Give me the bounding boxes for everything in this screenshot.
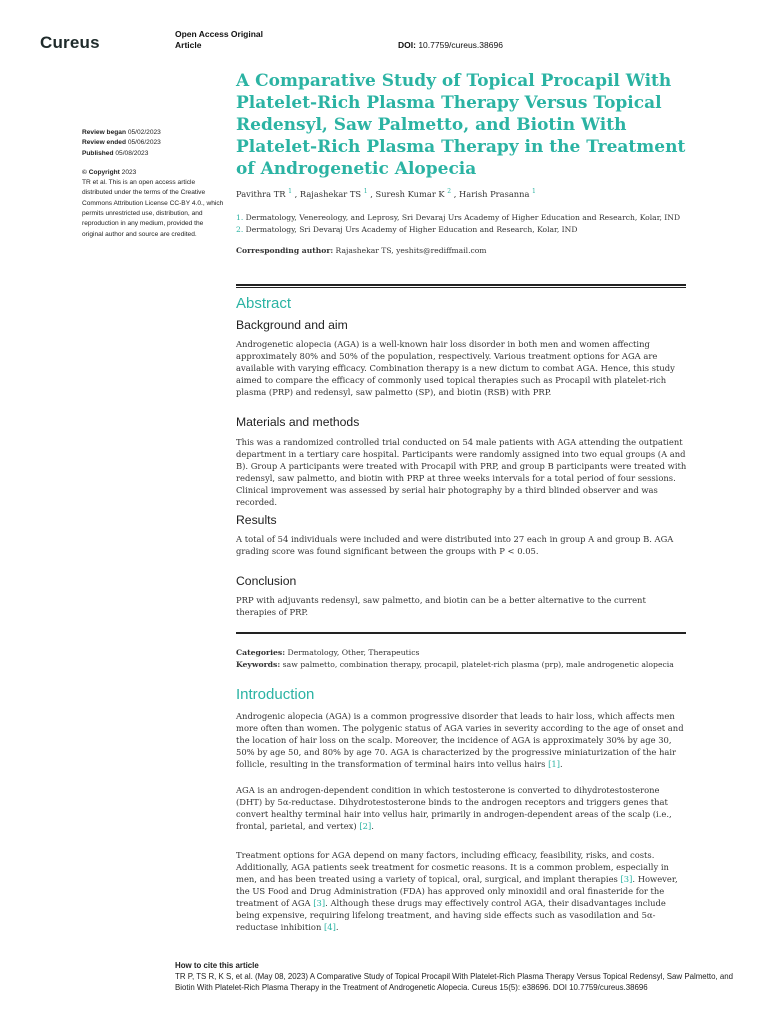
- review-ended-date: 05/06/2023: [127, 139, 161, 147]
- paragraph-text: Treatment options for AGA depend on many factors, including efficacy, feasibility, risks, and costs. Additionally, AGA patients seek treatment for cosmetic reasons. It is a common problem, especially in men, and has been treated using a variety of topical, oral, surgical, and implant therapies: [236, 850, 669, 884]
- published-date: 05/08/2023: [115, 149, 149, 157]
- article-header: [236, 70, 686, 255]
- paragraph-end: .: [335, 922, 339, 932]
- author-affil-sup: 2: [447, 188, 452, 195]
- author-affil-sup: 1: [288, 188, 292, 195]
- abstract-heading: Abstract: [236, 295, 292, 312]
- copyright-label: © Copyright: [82, 168, 120, 176]
- how-to-cite-heading: How to cite this article: [175, 961, 259, 970]
- license-text: TR et al. This is an open access article distributed under the terms of the Creative Commons Attribution License CC-BY 4.0., which permits unrestricted use, distribution, and reproduction in any medium, provided the original author and source are credited.: [82, 179, 224, 238]
- citation-link[interactable]: [3]: [313, 898, 326, 908]
- citation-link[interactable]: [2]: [359, 821, 372, 831]
- citation-link[interactable]: [4]: [324, 922, 336, 932]
- introduction-heading: Introduction: [236, 686, 315, 703]
- paragraph-text: . However, the US Food and Drug Administration (FDA) has approved only minoxidil and oral finasteride for the treatment of AGA: [236, 874, 678, 908]
- author[interactable]: Harish Prasanna: [459, 188, 530, 199]
- doi-value[interactable]: 10.7759/cureus.38696: [418, 40, 503, 50]
- affiliation-number: 1.: [236, 212, 244, 222]
- methods-text: This was a randomized controlled trial conducted on 54 male patients with AGA attending the outpatient department in a tertiary care hospital. Participants were randomly assigned into two equal groups (A and B). Group A participants were treated with Procapil with PRP, and group B participants were treated with redensyl, saw palmetto, and biotin with PRP at three weeks intervals for a total period of four sessions. Clinical improvement was assessed by serial hair photography by a third blinded observer and was recorded.: [236, 437, 687, 507]
- paragraph-end: .: [371, 821, 374, 831]
- section-divider: [236, 632, 686, 634]
- results-heading: Results: [236, 513, 277, 527]
- background-text: Androgenetic alopecia (AGA) is a well-known hair loss disorder in both men and women affecting approximately 80% and 50% of the population, respectively. Various treatment options for AGA are available with varying efficacy. Combination therapy is a new dictum to combat AGA. Hence, this study aimed to compare the efficacy of commonly used topical therapies such as Procapil with platelet-rich plasma (PRP) and redensyl, saw palmetto (SP), and biotin (RSB) with PRP.: [236, 339, 675, 397]
- citation-link[interactable]: [3]: [620, 874, 633, 884]
- how-to-cite: [175, 960, 735, 993]
- intro-paragraph-2: [236, 784, 688, 832]
- citation-link[interactable]: [1]: [548, 759, 560, 769]
- how-to-cite-text: TR P, TS R, K S, et al. (May 08, 2023) A Comparative Study of Topical Procapil With Platelet-Rich Plasma Therapy Versus Topical Redensyl, Saw Palmetto, and Biotin With Platelet-Rich Plasma Therapy in the Treatment of Androgenetic Alopecia. Cureus 15(5): e38696. DOI 10.7759/cureus.38696: [175, 972, 734, 992]
- cureus-logo: Cureus: [40, 33, 100, 52]
- review-ended: [82, 138, 224, 148]
- categories-value[interactable]: Dermatology, Other, Therapeutics: [287, 648, 420, 657]
- author-list: Pavithra TR $^1$ , Rajashekar TS $^1$ , Suresh Kumar K $^2$ , Harish Prasanna $^1$: [236, 188, 536, 199]
- affiliation-text: Dermatology, Sri Devaraj Urs Academy of Higher Education and Research, Kolar, IND: [245, 224, 578, 234]
- corresponding-label: Corresponding author:: [236, 245, 334, 255]
- article-type-line2: Article: [175, 40, 202, 50]
- author[interactable]: Rajashekar TS: [299, 188, 362, 199]
- results-text: A total of 54 individuals were included and were distributed into 27 each in group A and group B. AGA grading score was found significant between the groups with P < 0.05.: [236, 534, 674, 556]
- affiliation-text: Dermatology, Venereology, and Leprosy, Sri Devaraj Urs Academy of Higher Education and Research, Kolar, IND: [245, 212, 681, 222]
- copyright-year: 2023: [121, 168, 137, 176]
- article-meta: [236, 647, 688, 671]
- paragraph-text: AGA is an androgen-dependent condition in which testosterone is converted to dihydrotestosterone (DHT) by 5α-reductase. Dihydrotestosterone binds to the androgen receptors and triggers genes that convert healthy terminal hair into vellus hair, primarily in androgen-dependent areas of the scalp (i.e., frontal, parietal, and vertex): [236, 785, 672, 831]
- corresponding-author: [236, 246, 686, 255]
- background-heading: Background and aim: [236, 318, 348, 332]
- review-began-label: Review began: [82, 129, 126, 136]
- published: [82, 149, 224, 159]
- author-affil-sup: 1: [532, 188, 536, 195]
- affiliation-number: 2.: [236, 224, 244, 234]
- author[interactable]: Pavithra TR: [236, 188, 286, 199]
- review-began-date: 05/02/2023: [127, 129, 161, 136]
- conclusion-heading: Conclusion: [236, 574, 297, 588]
- categories: [236, 647, 688, 659]
- intro-paragraph-1: [236, 710, 688, 770]
- keywords-label: Keywords:: [236, 660, 281, 669]
- paragraph-text: Androgenic alopecia (AGA) is a common progressive disorder that leads to hair loss, which affects men more often than women. The polygenic status of AGA varies in severity according to the age of onset and the location of hair loss on the scalp. Moreover, the incidence of AGA is approximately 30% by age 30, 50% by age 50, and 80% by age 70. AGA is characterized by the progressive miniaturization of the hair follicle, resulting in the transformation of terminal hairs into vellus hairs: [236, 711, 684, 769]
- article-history-sidebar: [82, 128, 224, 240]
- copyright: [82, 168, 224, 178]
- paragraph-end: .: [559, 759, 563, 769]
- author[interactable]: Suresh Kumar K: [375, 188, 445, 199]
- published-label: Published: [82, 149, 114, 157]
- keywords-value: saw palmetto, combination therapy, procapil, platelet-rich plasma (prp), male androgenetic alopecia: [282, 660, 674, 669]
- doi: [398, 40, 503, 50]
- paragraph-text: . Although these drugs may effectively control AGA, their disadvantages include being expensive, requiring lifelong treatment, and having side effects such as vasodilation and 5α-reductase inhibition: [236, 898, 666, 932]
- author-affil-sup: 1: [363, 188, 368, 195]
- corresponding-text[interactable]: Rajashekar TS, yeshits@rediffmail.com: [335, 245, 487, 255]
- methods-heading: Materials and methods: [236, 415, 360, 429]
- categories-label: Categories:: [236, 648, 286, 657]
- doi-label: DOI:: [398, 40, 416, 50]
- review-ended-label: Review ended: [82, 139, 126, 147]
- article-type-line1: Open Access Original: [175, 29, 264, 39]
- intro-paragraph-3: [236, 849, 688, 933]
- keywords: [236, 659, 688, 671]
- conclusion-text: PRP with adjuvants redensyl, saw palmetto, and biotin can be a better alternative to the current therapies of PRP.: [236, 595, 646, 617]
- review-began: [82, 128, 224, 138]
- affiliations: [236, 212, 686, 236]
- section-divider: [236, 284, 686, 288]
- article-type: [175, 29, 263, 51]
- article-title: A Comparative Study of Topical Procapil With Platelet-Rich Plasma Therapy Versus Topical Redensyl, Saw Palmetto, and Biotin With Platelet-Rich Plasma Therapy in the Treatment of Androgenetic Alopecia: [236, 71, 686, 179]
